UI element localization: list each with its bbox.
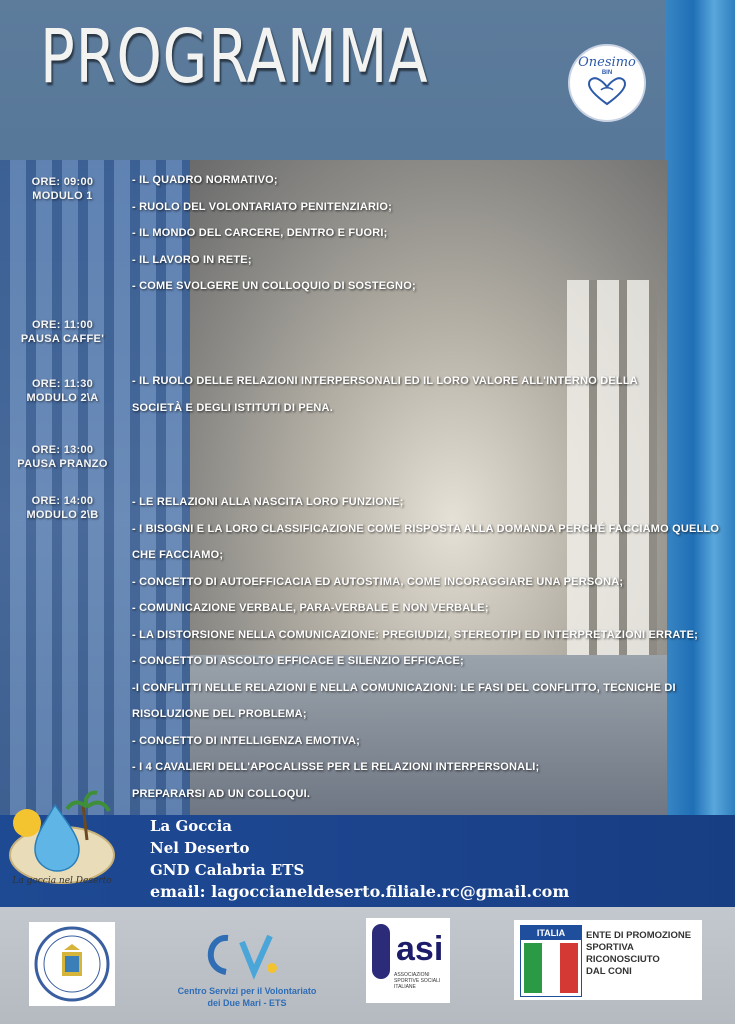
topic-item: RISOLUZIONE DEL PROBLEMA; <box>132 708 307 720</box>
coni-line-3: RICONOSCIUTO <box>586 954 660 965</box>
italia-label: ITALIA <box>521 926 581 940</box>
topic-item: -I CONFLITTI NELLE RELAZIONI E NELLA COMUNICAZIONI: LE FASI DEL CONFLITTO, TECNICHE DI <box>132 681 676 694</box>
topic-item: - CONCETTO DI INTELLIGENZA EMOTIVA; <box>132 734 361 747</box>
heart-icon <box>587 76 627 106</box>
schedule-slot-lunch <box>0 443 125 471</box>
topic-item: - CONCETTO DI ASCOLTO EFFICACE E SILENZIO EFFICACE; <box>132 655 464 667</box>
csv-name: Centro Servizi per il Volontariato <box>177 986 317 996</box>
topic-item: - I BISOGNI E LA LORO CLASSIFICAZIONE COME RISPOSTA ALLA DOMANDA PERCHÉ FACCIAMO QUELLO <box>132 522 720 535</box>
topic-item: - IL LAVORO IN RETE; <box>132 253 252 266</box>
topic-item: - I 4 CAVALIERI DELL'APOCALISSE PER LE RELAZIONI INTERPERSONALI; <box>132 761 540 773</box>
goccia-logo-caption: La goccia nel Deserto <box>12 876 112 886</box>
asi-subtext: ASSOCIAZIONI SPORTIVE SOCIALI ITALIANE <box>394 972 441 990</box>
module2b-topics <box>132 489 719 807</box>
topic-item: - COME SVOLGERE UN COLLOQUIO DI SOSTEGNO; <box>132 280 416 292</box>
onesimo-logo <box>568 44 646 122</box>
schedule-label: PAUSA CAFFE' <box>20 333 105 345</box>
org-email: email: lagoccianeldeserto.filiale.rc@gmail.com <box>150 882 570 901</box>
coni-line-2: SPORTIVA <box>586 942 634 953</box>
schedule-label: PAUSA PRANZO <box>17 458 108 470</box>
schedule-time: ORE: 09:00 <box>31 176 94 188</box>
module2a-topics <box>132 368 638 421</box>
csv-subname: dei Due Mari - ETS <box>207 998 287 1008</box>
coni-description <box>586 930 691 978</box>
module1-topics <box>132 167 416 300</box>
org-name-line2: Nel Deserto <box>150 839 250 857</box>
onesimo-logo-text: Onesimo <box>578 54 636 70</box>
topic-item: - LA DISTORSIONE NELLA COMUNICAZIONE: PREGIUDIZI, STEREOTIPI ED INTERPRETAZIONI ERRATE; <box>132 628 698 641</box>
topic-item: - IL MONDO DEL CARCERE, DENTRO E FUORI; <box>132 227 388 239</box>
topic-item: - LE RELAZIONI ALLA NASCITA LORO FUNZIONE; <box>132 496 404 508</box>
schedule-label: MODULO 2\A <box>26 392 99 404</box>
coni-line-4: DAL CONI <box>586 966 632 977</box>
asi-logo <box>366 918 450 1003</box>
schedule-label: MODULO 2\B <box>26 509 99 521</box>
asi-mark <box>372 924 390 979</box>
onesimo-logo-subtext: BIN <box>601 69 613 76</box>
schedule-time: ORE: 11:30 <box>31 378 94 390</box>
asi-text: asi <box>396 930 444 968</box>
schedule-slot-module2b <box>0 494 125 522</box>
schedule-slot-module1 <box>0 175 125 203</box>
topic-item: PREPARARSI AD UN COLLOQUI. <box>132 787 311 800</box>
topic-item: - CONCETTO DI AUTOEFFICACIA ED AUTOSTIMA, COME INCORAGGIARE UNA PERSONA; <box>132 575 624 588</box>
page-title: PROGRAMMA <box>40 14 429 100</box>
topic-item: - IL RUOLO DELLE RELAZIONI INTERPERSONALI ED IL LORO VALORE ALL'INTERNO DELLA <box>132 375 638 387</box>
topic-item: - COMUNICAZIONE VERBALE, PARA-VERBALE E NON VERBALE; <box>132 602 489 614</box>
topic-item: - IL QUADRO NORMATIVO; <box>132 174 278 186</box>
provincia-seal-logo <box>29 922 115 1006</box>
topic-item: - RUOLO DEL VOLONTARIATO PENITENZIARIO; <box>132 200 392 213</box>
org-name-line1: La Goccia <box>150 817 232 835</box>
org-name-line3: GND Calabria ETS <box>150 861 305 879</box>
schedule-time: ORE: 11:00 <box>31 319 94 331</box>
schedule-slot-coffee <box>0 318 125 346</box>
schedule-label: MODULO 1 <box>32 190 93 202</box>
schedule-time: ORE: 14:00 <box>31 495 94 507</box>
coni-line-1: ENTE DI PROMOZIONE <box>586 930 692 941</box>
italia-shield <box>520 925 582 997</box>
topic-item: CHE FACCIAMO; <box>132 549 224 561</box>
csv-logo <box>158 928 336 1016</box>
topic-item: SOCIETÀ E DEGLI ISTITUTI DI PENA. <box>132 401 333 414</box>
schedule-time: ORE: 13:00 <box>31 444 94 456</box>
goccia-nel-deserto-logo <box>5 785 120 895</box>
schedule-slot-module2a <box>0 377 125 405</box>
